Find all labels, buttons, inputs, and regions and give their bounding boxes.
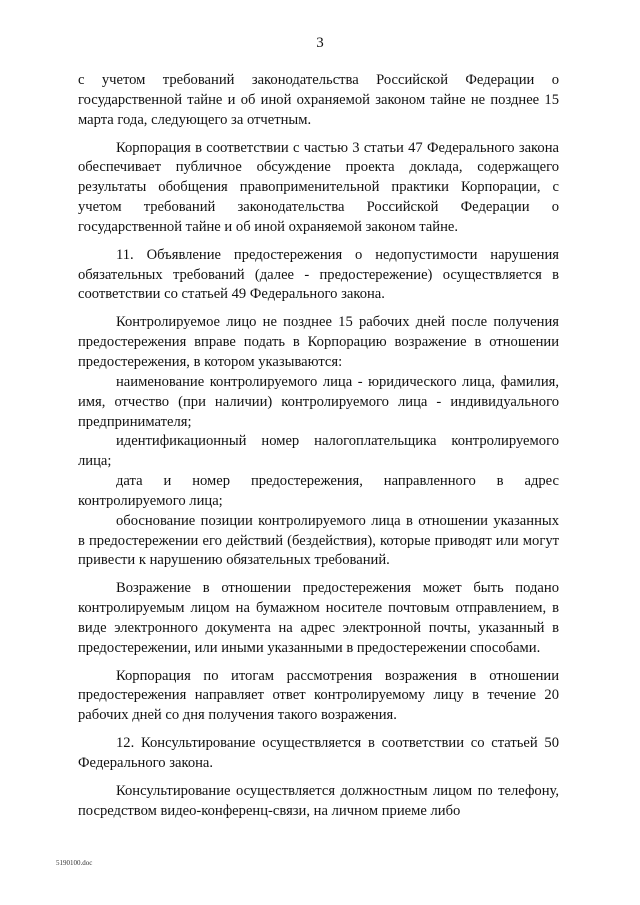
paragraph-objection-reasoning: обоснование позиции контролируемого лица в отношении указанных в предостережении его действий (бездействия), которые приводят или могут привести к нарушению обязательных требований.	[78, 512, 559, 569]
document-body	[78, 71, 559, 822]
paragraph-objection-delivery: Возражение в отношении предостережения может быть подано контролируемым лицом на бумажном носителе почтовым отправлением, в виде электронного документа на адрес электронной почты, указанный в предостережении, или иными указанными в предостережении способами.	[78, 580, 559, 656]
paragraph-item-11: 11. Объявление предостережения о недопустимости нарушения обязательных требований (далее - предостережение) осуществляется в соответствии со статьей 49 Федерального закона.	[78, 246, 559, 303]
paragraph-continuation: с учетом требований законодательства Российской Федерации о государственной тайне и об иной охраняемой законом тайне не позднее 15 марта года, следующего за отчетным.	[78, 72, 559, 128]
paragraph-item-12: 12. Консультирование осуществляется в соответствии со статьей 50 Федерального закона.	[78, 735, 559, 771]
footer-filename: 5190100.doc	[56, 859, 93, 867]
page-number: 3	[316, 35, 324, 51]
paragraph-objection-inn: идентификационный номер налогоплательщика контролируемого лица;	[78, 433, 559, 470]
paragraph-consulting-methods: Консультирование осуществляется должностным лицом по телефону, посредством видео-конференц-связи, на личном приеме либо	[78, 782, 559, 819]
paragraph-objection-response: Корпорация по итогам рассмотрения возражения в отношении предостережения направляет ответ контролируемому лицу в течение 20 рабочих дней со дня получения такого возражения.	[78, 667, 559, 724]
paragraph-public-discussion: Корпорация в соответствии с частью 3 статьи 47 Федерального закона обеспечивает публичное обсуждение проекта доклада, содержащего результаты обобщения правоприменительной практики Корпорации, с учетом требований законодательства Российской Федерации о государственной тайне и об иной охраняемой законом тайне.	[78, 139, 559, 235]
paragraph-objection-date: дата и номер предостережения, направленного в адрес контролируемого лица;	[78, 473, 559, 509]
paragraph-objection-right: Контролируемое лицо не позднее 15 рабочих дней после получения предостережения вправе подать в Корпорацию возражение в отношении предостережения, в котором указываются:	[78, 314, 559, 370]
paragraph-objection-name: наименование контролируемого лица - юридического лица, фамилия, имя, отчество (при наличии) контролируемого лица - индивидуального предпринимателя;	[78, 373, 559, 430]
